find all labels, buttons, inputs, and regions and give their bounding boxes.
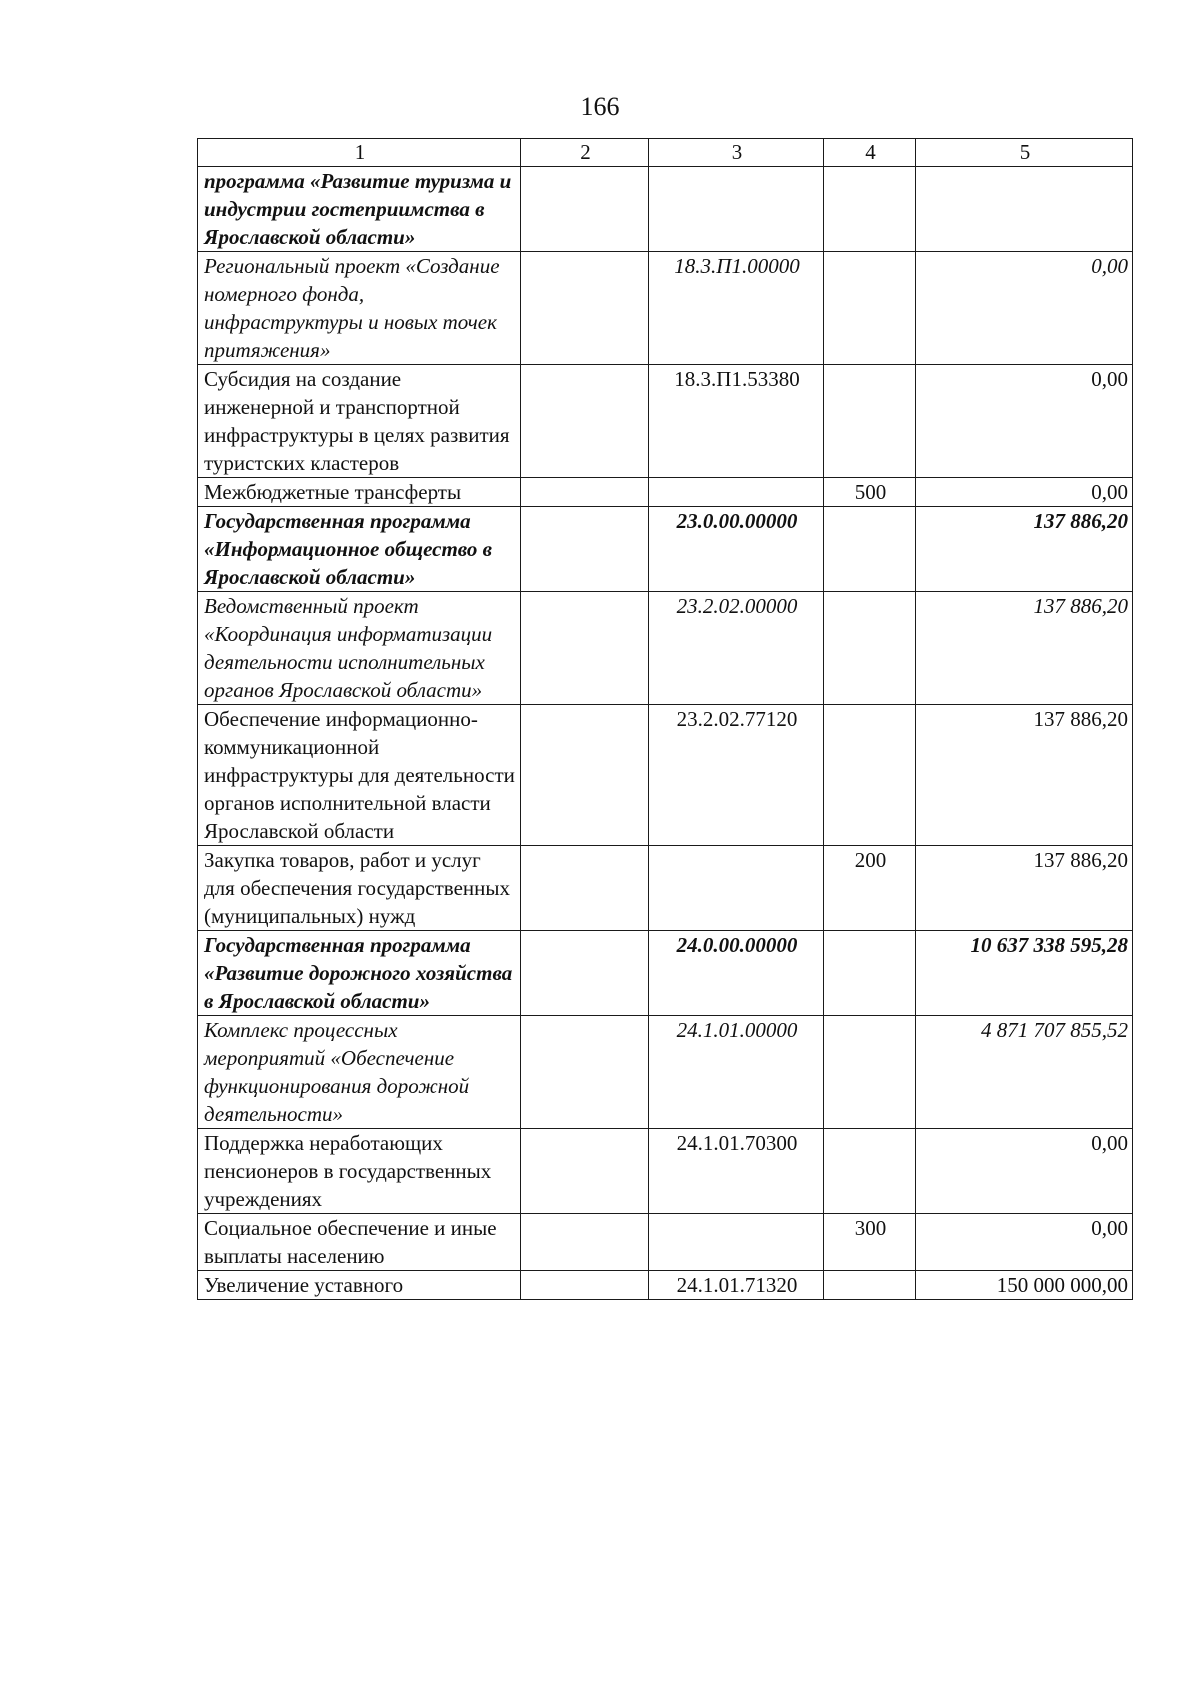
row-empty-cell [521,167,649,252]
row-name-cell: программа «Развитие туризма и индустрии гостеприимства в Ярославской области» [198,167,521,252]
row-name-cell: Закупка товаров, работ и услуг для обеспечения государственных (муниципальных) нужд [198,846,521,931]
header-cell-5: 5 [916,139,1133,167]
row-amount-cell: 0,00 [916,478,1133,507]
budget-table [197,138,1133,1300]
row-code-cell [649,478,824,507]
row-amount-cell: 150 000 000,00 [916,1271,1133,1300]
row-code-cell: 24.0.00.00000 [649,931,824,1016]
row-type-cell: 300 [824,1214,916,1271]
row-empty-cell [521,1271,649,1300]
row-empty-cell [521,507,649,592]
table-row [198,365,1133,478]
row-name-cell: Увеличение уставного [198,1271,521,1300]
row-type-cell [824,931,916,1016]
row-name-cell: Межбюджетные трансферты [198,478,521,507]
table-row [198,1271,1133,1300]
row-code-cell: 24.1.01.00000 [649,1016,824,1129]
table-row [198,846,1133,931]
table-row [198,507,1133,592]
row-code-cell [649,167,824,252]
row-name-cell: Региональный проект «Создание номерного фонда, инфраструктуры и новых точек притяжения» [198,252,521,365]
row-name-cell: Обеспечение информационно-коммуникационной инфраструктуры для деятельности органов исполнительной власти Ярославской области [198,705,521,846]
row-type-cell [824,1016,916,1129]
table-row [198,1016,1133,1129]
row-empty-cell [521,1129,649,1214]
row-amount-cell: 137 886,20 [916,507,1133,592]
table-row [198,252,1133,365]
row-type-cell [824,592,916,705]
row-amount-cell: 0,00 [916,365,1133,478]
row-amount-cell: 10 637 338 595,28 [916,931,1133,1016]
table-row [198,478,1133,507]
row-empty-cell [521,365,649,478]
row-code-cell: 23.2.02.00000 [649,592,824,705]
header-cell-3: 3 [649,139,824,167]
header-cell-2: 2 [521,139,649,167]
row-type-cell [824,167,916,252]
header-row [198,139,1133,167]
row-type-cell: 500 [824,478,916,507]
row-code-cell: 18.3.П1.53380 [649,365,824,478]
row-code-cell [649,1214,824,1271]
row-name-cell: Государственная программа «Информационное общество в Ярославской области» [198,507,521,592]
row-type-cell [824,365,916,478]
row-type-cell [824,1271,916,1300]
row-empty-cell [521,846,649,931]
page-number: 166 [580,92,620,121]
table-row [198,931,1133,1016]
row-code-cell: 23.0.00.00000 [649,507,824,592]
row-amount-cell: 4 871 707 855,52 [916,1016,1133,1129]
table-row [198,592,1133,705]
row-name-cell: Субсидия на создание инженерной и транспортной инфраструктуры в целях развития туристских кластеров [198,365,521,478]
header-cell-4: 4 [824,139,916,167]
row-name-cell: Социальное обеспечение и иные выплаты населению [198,1214,521,1271]
row-amount-cell: 137 886,20 [916,592,1133,705]
row-amount-cell [916,167,1133,252]
row-name-cell: Государственная программа «Развитие дорожного хозяйства в Ярославской области» [198,931,521,1016]
row-name-cell: Комплекс процессных мероприятий «Обеспечение функционирования дорожной деятельности» [198,1016,521,1129]
row-amount-cell: 137 886,20 [916,705,1133,846]
row-empty-cell [521,252,649,365]
row-empty-cell [521,705,649,846]
row-empty-cell [521,592,649,705]
table-row [198,1129,1133,1214]
row-code-cell: 18.3.П1.00000 [649,252,824,365]
row-code-cell: 24.1.01.71320 [649,1271,824,1300]
table-row [198,1214,1133,1271]
row-empty-cell [521,478,649,507]
table-row [198,167,1133,252]
row-amount-cell: 0,00 [916,1214,1133,1271]
row-code-cell [649,846,824,931]
row-type-cell [824,252,916,365]
table-row [198,705,1133,846]
row-amount-cell: 0,00 [916,1129,1133,1214]
row-name-cell: Поддержка неработающих пенсионеров в государственных учреждениях [198,1129,521,1214]
header-cell-1: 1 [198,139,521,167]
row-type-cell [824,507,916,592]
row-type-cell: 200 [824,846,916,931]
row-empty-cell [521,1214,649,1271]
row-amount-cell: 0,00 [916,252,1133,365]
row-empty-cell [521,931,649,1016]
row-code-cell: 23.2.02.77120 [649,705,824,846]
row-code-cell: 24.1.01.70300 [649,1129,824,1214]
table-body [198,167,1133,1300]
row-empty-cell [521,1016,649,1129]
row-type-cell [824,1129,916,1214]
row-amount-cell: 137 886,20 [916,846,1133,931]
row-type-cell [824,705,916,846]
row-name-cell: Ведомственный проект «Координация информатизации деятельности исполнительных органов Ярославской области» [198,592,521,705]
